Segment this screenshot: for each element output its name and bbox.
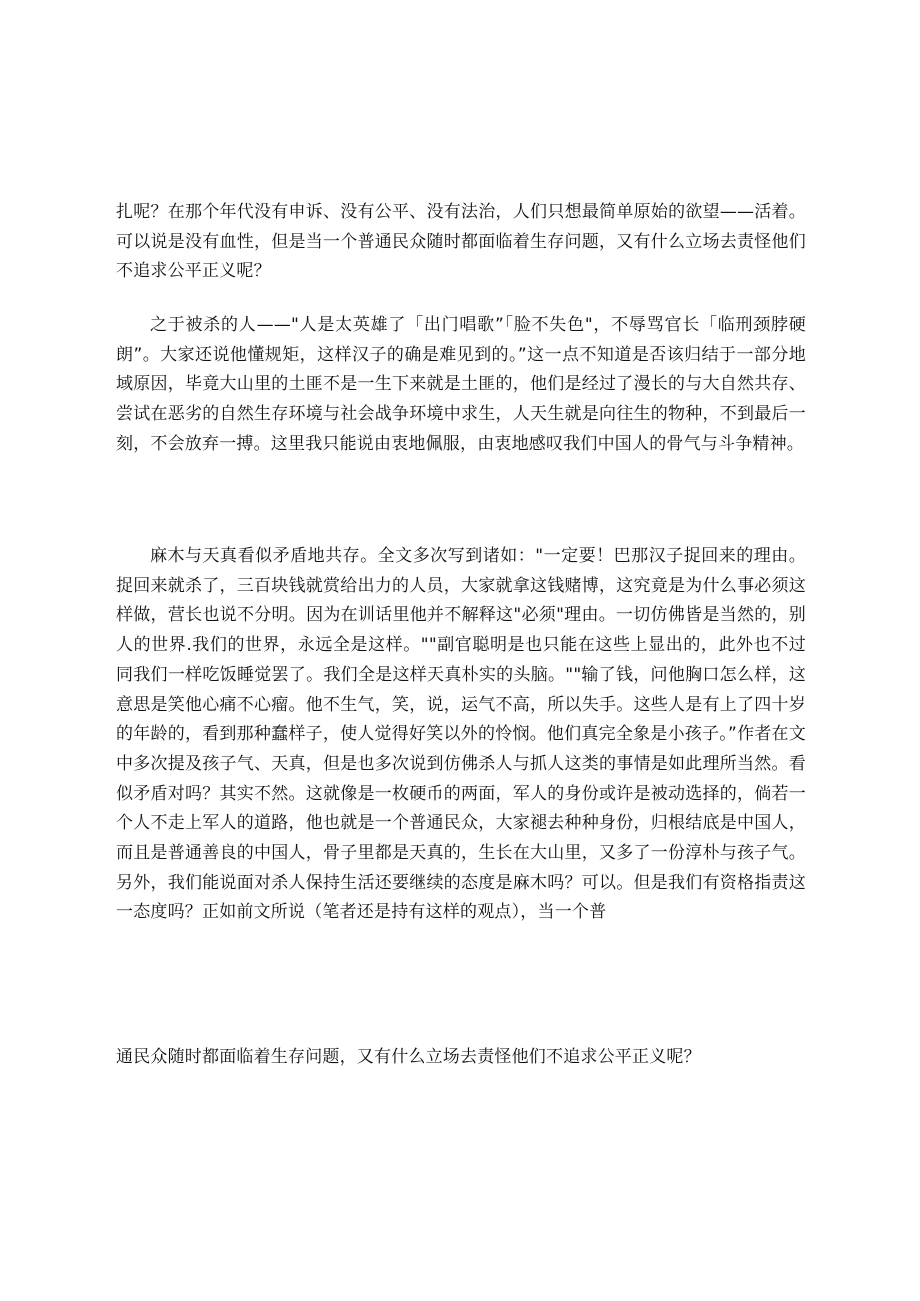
paragraph-continuation: 扎呢？在那个年代没有申诉、没有公平、没有法治，人们只想最简单原始的欲望——活着。可以说是没有血性，但是当一个普通民众随时都面临着生存问题，又有什么立场去责怪他们不追求公平正义呢？ — [116, 202, 806, 282]
paragraph-executed-man: 之于被杀的人——"人是太英雄了「出门唱歌”「脸不失色"，不辱骂官长「临刑颈脖硬朗”。大家还说他懂规矩，这样汉子的确是难见到的。”这一点不知道是否该归结于一部分地域原因，毕竟大山里的土匪不是一生下来就是土匪的，他们是经过了漫长的与大自然共存、尝试在恶劣的自然生存环境与社会战争环境中求生，人天生就是向往生的物种，不到最后一刻，不会放弃一搏。这里我只能说由衷地佩服，由衷地感叹我们中国人的骨气与斗争精神。 — [116, 315, 806, 454]
paragraph-numbness-and-innocence: 麻木与天真看似矛盾地共存。全文多次写到诸如："一定要！巴那汉子捉回来的理由。捉回来就杀了，三百块钱就赏给出力的人员，大家就拿这钱赌博，这究竟是为什么事必须这样做，营长也说不分明。因为在训话里他并不解释这"必须"理由。一切仿佛皆是当然的，别人的世界.我们的世界，永远全是这样。""副官聪明是也只能在这些上显出的，此外也不过同我们一样吃饭睡觉罢了。我们全是这样天真朴实的头脑。""输了钱，问他胸口怎么样，这意思是笑他心痛不心瘤。他不生气，笑，说，运气不高，所以失手。这些人是有上了四十岁的年龄的，看到那种蠢样子，使人觉得好笑以外的怜悯。他们真完全象是小孩子。”作者在文中多次提及孩子气、天真，但是也多次说到仿佛杀人与抓人这类的事情是如此理所当然。看似矛盾对吗？其实不然。这就像是一枚硬币的两面，军人的身份或许是被动选择的，倘若一个人不走上军人的道路，他也就是一个普通民众，大家褪去种种身份，归根结底是中国人，而且是普通善良的中国人，骨子里都是天真的，生长在大山里，又多了一份淳朴与孩子气。另外，我们能说面对杀人保持生活还要继续的态度是麻木吗？可以。但是我们有资格指责这一态度吗？正如前文所说（笔者还是持有这样的观点），当一个普 — [116, 546, 806, 923]
paragraph-closing-fragment: 通民众随时都面临着生存问题，又有什么立场去责怪他们不追求公平正义呢？ — [116, 1047, 701, 1067]
